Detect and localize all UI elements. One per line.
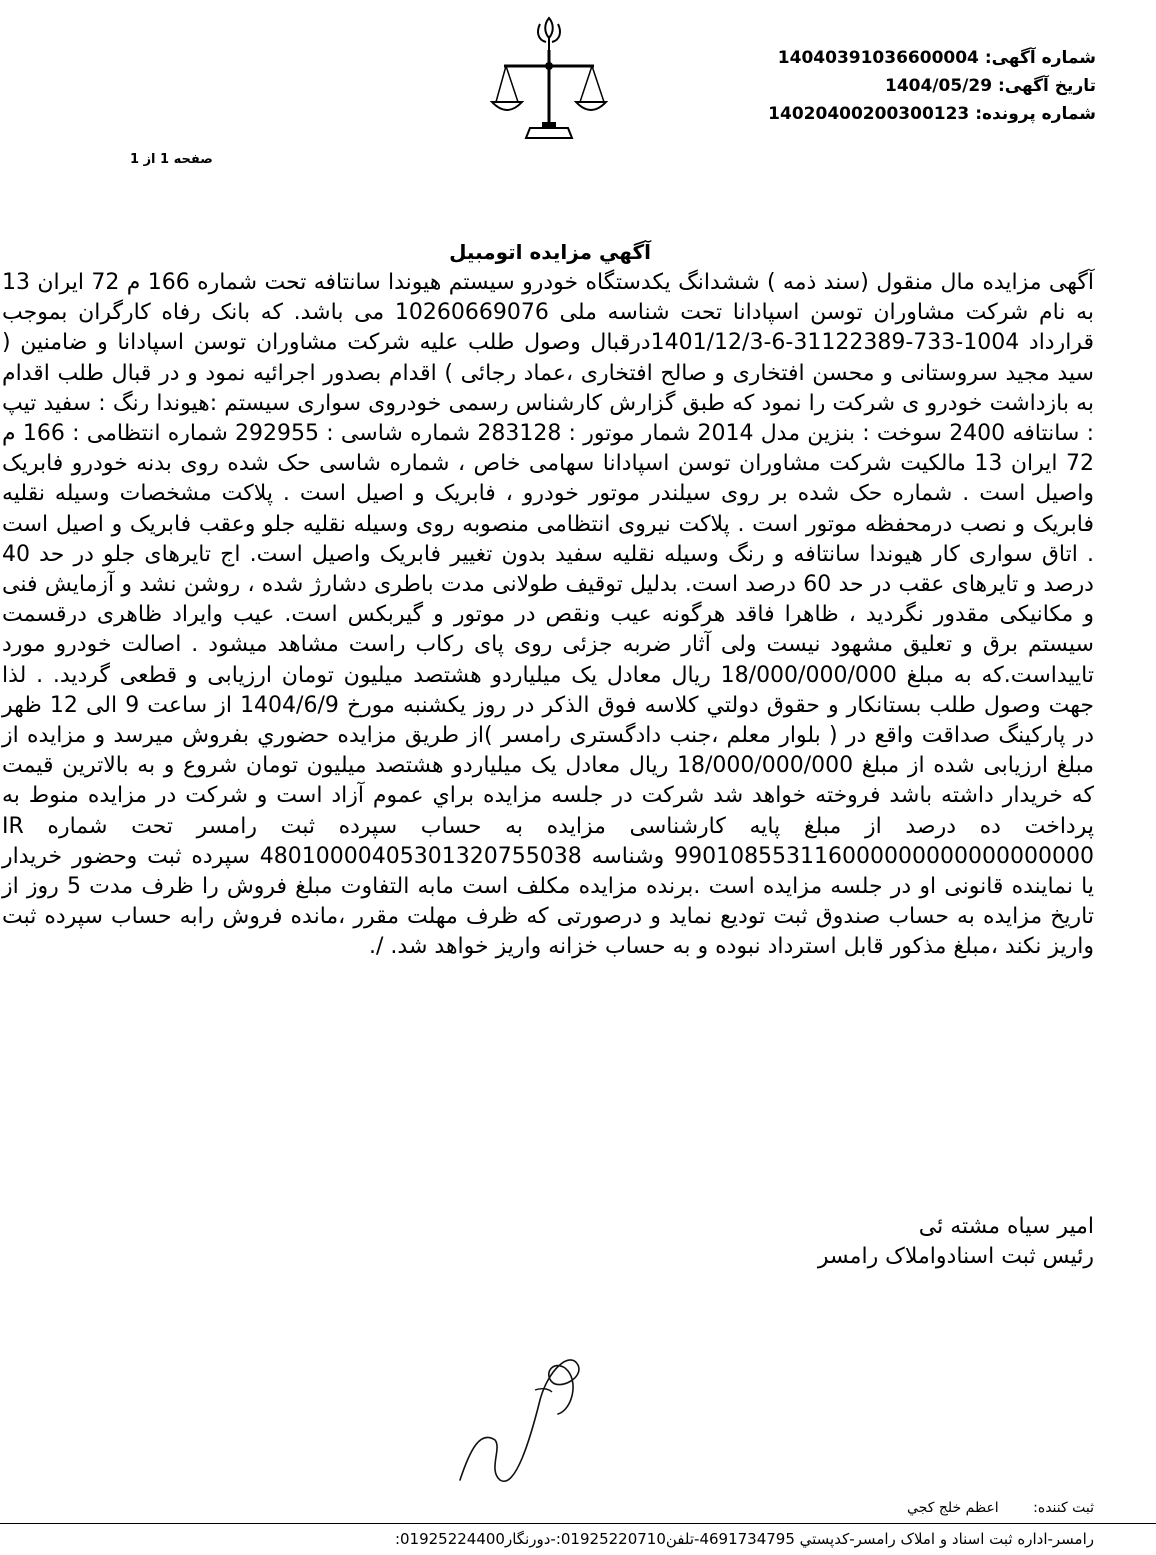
notice-body [2, 268, 1094, 963]
page-number: صفحه 1 از 1 [130, 152, 213, 167]
signer-name: امیر سیاه مشته ئی [918, 1214, 1094, 1239]
notice-metadata [696, 44, 1096, 128]
notice-paragraph: آگهی مزایده مال منقول (سند ذمه ) ششدانگ یکدستگاه خودرو سیستم هیوندا سانتافه تحت شماره 166 م 72 ایران 13 به نام شرکت مشاوران توسن اسپادانا تحت شناسه ملی 10260669076 می باشد. که بانک رفاه کارگران بموجب قرارداد 1004-733-31122389-6-1401/12/3درقبال وصول طلب علیه شرکت مشاوران توسن اسپادانا و ضامنین ( سید مجید سروستانی و محسن افتخاری و صالح افتخاری ،عماد رجائی ) اقدام بصدور اجرائیه نمود و در قبال طلب اقدام به بازداشت خودرو ی شرکت را نمود که طبق گزارش کارشناس رسمی خودروی سواری سیستم :هیوندا رنگ : سفید تیپ : سانتافه 2400 سوخت : بنزین مدل 2014 شمار موتور : 283128 شماره شاسی : 292955 شماره انتظامی : 166 م 72 ایران 13 مالکیت شرکت مشاوران توسن اسپادانا سهامی خاص ، شماره شاسی حک شده روی بدنه خودرو فابریک واصیل است . شماره حک شده بر روی سیلندر موتور خودرو ، فابریک و اصیل است . پلاکت مشخصات وسیله نقلیه فابریک و نصب درمحفظه موتور است . پلاکت نیروی انتظامی منصوبه روی وسیله نقلیه جلو وعقب فابریک و اصیل است . اتاق سواری کار هیوندا سانتافه و رنگ وسیله نقلیه سفید بدون تغییر فابریک واصیل است. اج تایرهای جلو در حد 40 درصد و تایرهای عقب در حد 60 درصد است. بدلیل توقیف طولانی مدت باطری دشارژ شده ، روشن نشد و آزمایش فنی و مکانیکی مقدور نگردید ، ظاهرا فاقد هرگونه عیب ونقص در موتور و گیربکس است. عیب وایراد ظاهری درقسمت سیستم برق و تعلیق مشهود نیست ولی آثار ضربه جزئی روی پای رکاب راست مشاهد میشود . اصالت خودرو مورد تاییداست.که به مبلغ 18/000/000/000 ریال معادل یک میلیاردو هشتصد میلیون تومان ارزیابی و قطعی گردید. . لذا جهت وصول طلب بستانكار و حقوق دولتي كلاسه فوق الذكر در روز یکشنبه مورخ 1404/6/9 از ساعت 9 الی 12 ظهر در پارکینگ صداقت واقع در ( بلوار معلم ،جنب دادگستری رامسر )از طريق مزايده حضوري بفروش ميرسد و مزایده از مبلغ ارزیابی شده از مبلغ 18/000/000/000 ریال معادل یک میلیاردو هشتصد میلیون تومان شروع و به بالاترين قيمت كه خريدار داشته باشد فروخته خواهد شد شركت در جلسه مزايده براي عموم آزاد است و شرکت در مزایده منوط به پرداخت ده درصد از مبلغ پایه کارشناسی مزایده به حساب سپرده ثبت رامسر تحت شماره IR 990108553116000000000000000000 وشناسه 48010000405301320755038 سپرده ثبت وحضور خریدار یا نماینده قانونی او در جلسه مزایده است .برنده مزایده مکلف است مابه التفاوت مبلغ فروش را ظرف مدت 5 روز از تاریخ مزایده به حساب صندوق ثبت تودیع نماید و درصورتی که ظرف مهلت مقرر ،مانده فروش رابه حساب سپرده ثبت واریز نکند ،مبلغ مذکور قابل استرداد نبوده و به حساب خزانه واریز خواهد شد. /. [2, 270, 1095, 960]
signer-block [818, 1212, 1094, 1272]
notice-date-row [696, 72, 1096, 100]
registrar-name: اعظم خلج کجي [907, 1500, 999, 1516]
file-number-row [696, 100, 1096, 128]
registrar-label: ثبت کننده: [1033, 1500, 1094, 1516]
document-title: آگهي مزايده اتومبيل [449, 240, 651, 264]
footer-divider [0, 1523, 1156, 1524]
file-number: 14020400200300123 [768, 104, 970, 124]
file-number-label: شماره پرونده: [975, 104, 1096, 124]
signer-position: رئیس ثبت اسنادواملاک رامسر [817, 1244, 1094, 1269]
notice-number-label: شماره آگهی: [984, 48, 1096, 68]
handwritten-signature-icon [440, 1330, 600, 1500]
notice-number: 14040391036600004 [777, 48, 979, 68]
judiciary-emblem-icon [474, 10, 624, 200]
notice-date: 1404/05/29 [884, 76, 993, 96]
registrar-line [877, 1500, 1094, 1516]
notice-number-row [696, 44, 1096, 72]
footer-contact: رامسر-اداره ثبت اسناد و املاک رامسر-کدپستي 4691734795-تلفن01925220710:-دورنگار01925224400: [394, 1530, 1094, 1548]
notice-date-label: تاریخ آگهی: [997, 76, 1096, 96]
